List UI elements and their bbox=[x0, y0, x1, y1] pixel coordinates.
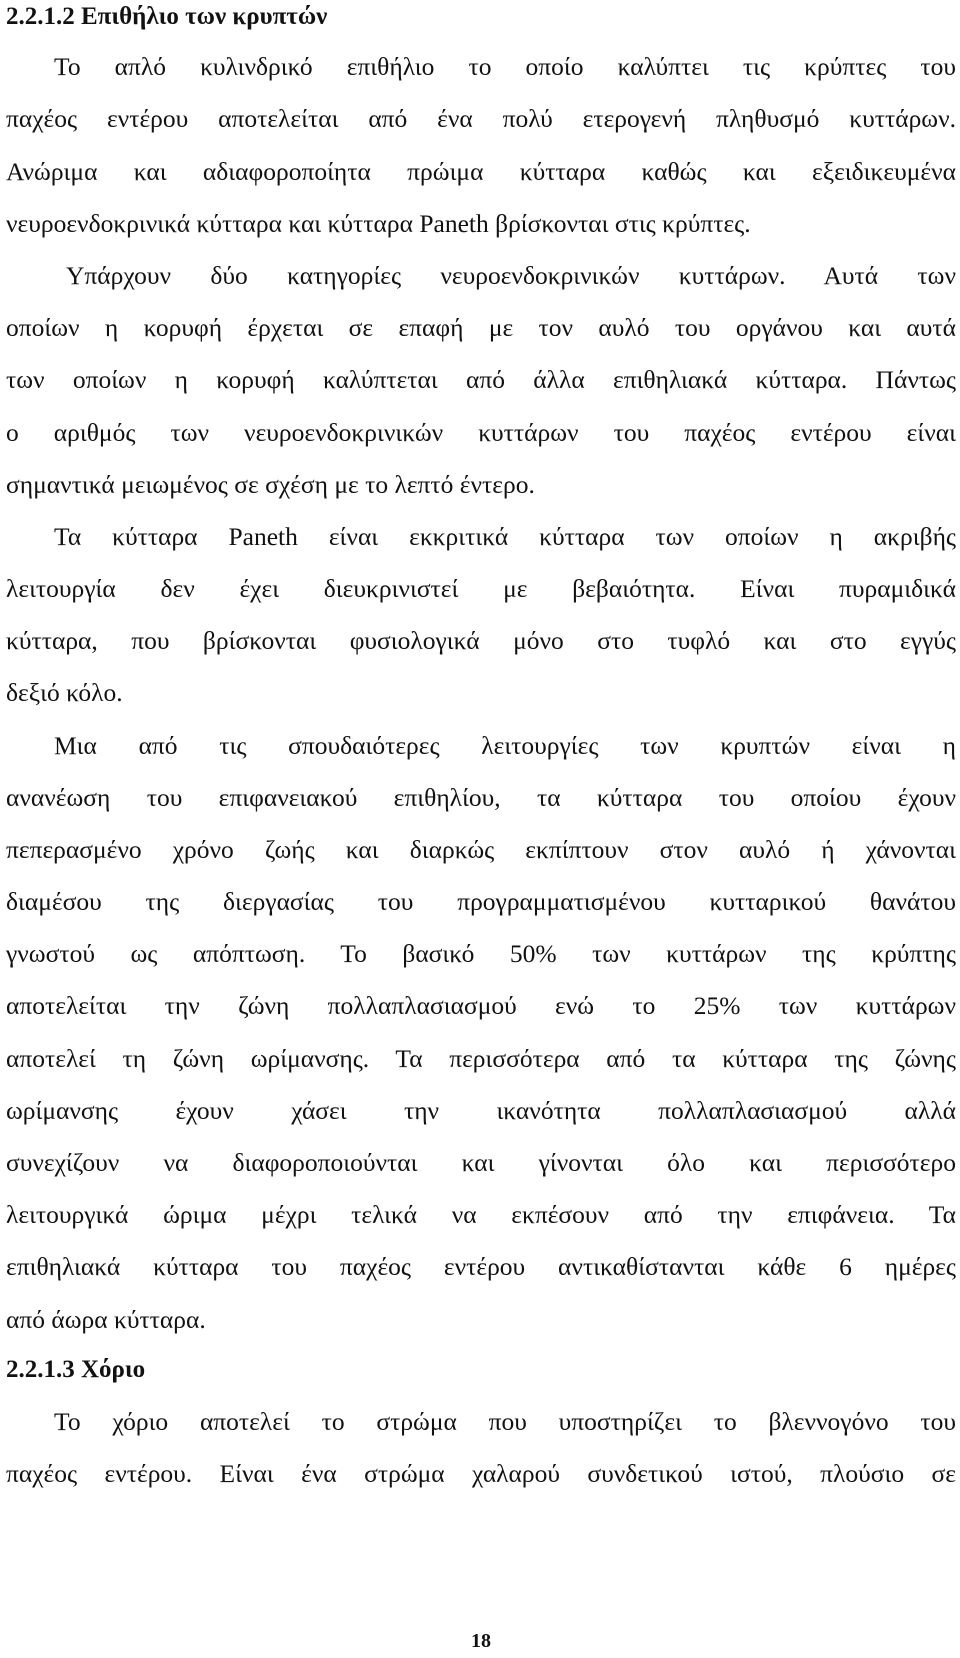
text-line: δεξιό κόλο. bbox=[6, 678, 123, 707]
text-line: οποίων η κορυφή έρχεται σε επαφή με τον αυλό του οργάνου και αυτά bbox=[6, 313, 956, 342]
text-line: από άωρα κύτταρα. bbox=[6, 1305, 206, 1334]
text-line: επιθηλιακά κύτταρα του παχέος εντέρου αντικαθίστανται κάθε 6 ημέρες bbox=[6, 1252, 956, 1281]
text-line: λειτουργικά ώριμα μέχρι τελικά να εκπέσουν από την επιφάνεια. Τα bbox=[6, 1200, 956, 1229]
text-line: γνωστού ως απόπτωση. Το βασικό 50% των κυττάρων της κρύπτης bbox=[6, 939, 956, 968]
text-line: παχέος εντέρου αποτελείται από ένα πολύ ετερογενή πληθυσμό κυττάρων. bbox=[6, 104, 956, 133]
section-heading: 2.2.1.3 Χόριο bbox=[6, 1356, 146, 1383]
document-page bbox=[6, 0, 956, 1658]
text-line: Το χόριο αποτελεί το στρώμα που υποστηρίζει το βλεννογόνο του bbox=[54, 1407, 956, 1436]
text-line: σημαντικά μειωμένος σε σχέση με το λεπτό έντερο. bbox=[6, 470, 535, 499]
text-line: Το απλό κυλινδρικό επιθήλιο το οποίο καλύπτει τις κρύπτες του bbox=[54, 52, 956, 81]
text-line: Ανώριμα και αδιαφοροποίητα πρώιμα κύτταρα καθώς και εξειδικευμένα bbox=[6, 157, 956, 186]
text-line: συνεχίζουν να διαφοροποιούνται και γίνονται όλο και περισσότερο bbox=[6, 1148, 956, 1177]
text-line: διαμέσου της διεργασίας του προγραμματισμένου κυτταρικού θανάτου bbox=[6, 887, 956, 916]
text-line: ωρίμανσης έχουν χάσει την ικανότητα πολλαπλασιασμού αλλά bbox=[6, 1096, 956, 1125]
text-line: παχέος εντέρου. Είναι ένα στρώμα χαλαρού συνδετικού ιστού, πλούσιο σε bbox=[6, 1459, 956, 1488]
text-line: Υπάρχουν δύο κατηγορίες νευροενδοκρινικών κυττάρων. Αυτά των bbox=[66, 261, 956, 290]
text-line: κύτταρα, που βρίσκονται φυσιολογικά μόνο στο τυφλό και στο εγγύς bbox=[6, 626, 956, 655]
page-number: 18 bbox=[471, 1630, 491, 1652]
text-line: Μια από τις σπουδαιότερες λειτουργίες των κρυπτών είναι η bbox=[54, 731, 956, 760]
text-line: πεπερασμένο χρόνο ζωής και διαρκώς εκπίπτουν στον αυλό ή χάνονται bbox=[6, 835, 956, 864]
text-line: λειτουργία δεν έχει διευκρινιστεί με βεβαιότητα. Είναι πυραμιδικά bbox=[6, 574, 956, 603]
text-line: αποτελείται την ζώνη πολλαπλασιασμού ενώ το 25% των κυττάρων bbox=[6, 991, 956, 1020]
text-line: ανανέωση του επιφανειακού επιθηλίου, τα κύτταρα του οποίου έχουν bbox=[6, 783, 956, 812]
section-heading: 2.2.1.2 Επιθήλιο των κρυπτών bbox=[6, 3, 328, 30]
text-line: νευροενδοκρινικά κύτταρα και κύτταρα Paneth βρίσκονται στις κρύπτες. bbox=[6, 209, 751, 238]
text-line: ο αριθμός των νευροενδοκρινικών κυττάρων του παχέος εντέρου είναι bbox=[6, 418, 956, 447]
text-line: των οποίων η κορυφή καλύπτεται από άλλα επιθηλιακά κύτταρα. Πάντως bbox=[6, 365, 956, 394]
text-line: Τα κύτταρα Paneth είναι εκκριτικά κύτταρα των οποίων η ακριβής bbox=[54, 522, 956, 551]
text-line: αποτελεί τη ζώνη ωρίμανσης. Τα περισσότερα από τα κύτταρα της ζώνης bbox=[6, 1044, 956, 1073]
